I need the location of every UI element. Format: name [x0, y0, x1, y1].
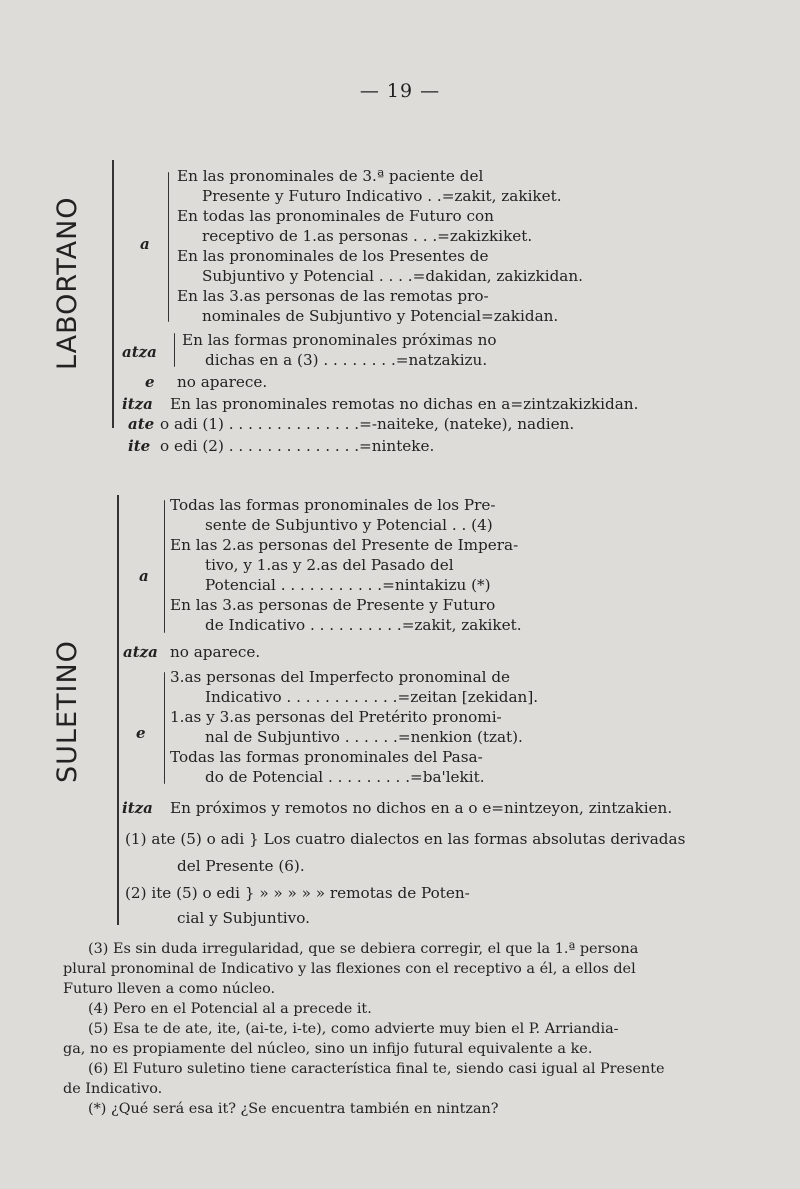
text-line: no aparece. — [170, 643, 261, 661]
text-line: sente de Subjuntivo y Potencial . . (4) — [205, 516, 493, 534]
text-line: de Indicativo . . . . . . . . . .=zakit, zakiket. — [205, 616, 522, 634]
note-line: (4) Pero en el Potencial al a precede it. — [88, 1001, 372, 1017]
brace — [168, 172, 169, 322]
text-line: Subjuntivo y Potencial . . . .=dakidan, zakizkidan. — [202, 267, 583, 285]
note-line: de Indicativo. — [63, 1081, 163, 1097]
text-line: tivo, y 1.as y 2.as del Pasado del — [205, 556, 454, 574]
note-line: (*) ¿Qué será esa it? ¿Se encuentra también en nintzan? — [88, 1101, 499, 1117]
label-atza: atza — [123, 643, 158, 661]
label-itza: itza — [122, 799, 153, 817]
label-ate: ate — [128, 415, 155, 433]
footnote-line: (2) ite (5) o edi } » » » » » remotas de Poten- — [125, 884, 470, 902]
text-line: En las pronominales de los Presentes de — [177, 247, 489, 265]
note-line: (6) El Futuro suletino tiene característica final te, siendo casi igual al Presente — [88, 1061, 665, 1077]
text-line: nal de Subjuntivo . . . . . .=nenkion (tzat). — [205, 728, 523, 746]
text-line: 1.as y 3.as personas del Pretérito pronomi- — [170, 708, 502, 726]
text-line: Todas las formas pronominales del Pasa- — [170, 748, 483, 766]
text-line: En todas las pronominales de Futuro con — [177, 207, 494, 225]
text-line: dichas en a (3) . . . . . . . .=natzakizu. — [205, 351, 488, 369]
footnote-line: (1) ate (5) o adi } Los cuatro dialectos en las formas absolutas derivadas — [125, 830, 686, 848]
note-line: Futuro lleven a como núcleo. — [63, 981, 276, 997]
text-line: En las formas pronominales próximas no — [182, 331, 497, 349]
side-label-suletino: SULETINO — [52, 640, 83, 783]
text-line: o adi (1) . . . . . . . . . . . . . .=-naiteke, (nateke), nadien. — [160, 415, 575, 433]
side-label-labortano: LABORTANO — [52, 196, 83, 370]
label-itza: itza — [122, 395, 153, 413]
text-line: Presente y Futuro Indicativo . .=zakit, zakiket. — [202, 187, 562, 205]
label-e: e — [136, 724, 146, 742]
note-line: (3) Es sin duda irregularidad, que se debiera corregir, el que la 1.ª persona — [88, 941, 639, 957]
label-atza: atza — [122, 343, 157, 361]
brace — [164, 500, 165, 633]
note-line: plural pronominal de Indicativo y las flexiones con el receptivo a él, a ellos del — [63, 961, 636, 977]
text-line: Potencial . . . . . . . . . . .=nintakizu (*) — [205, 576, 491, 594]
text-line: En las 3.as personas de Presente y Futuro — [170, 596, 496, 614]
text-line: 3.as personas del Imperfecto pronominal de — [170, 668, 511, 686]
text-line: do de Potencial . . . . . . . . .=ba'lekit. — [205, 768, 485, 786]
text-line: nominales de Subjuntivo y Potencial=zakidan. — [202, 307, 559, 325]
text-line: receptivo de 1.as personas . . .=zakizkiket. — [202, 227, 533, 245]
note-line: ga, no es propiamente del núcleo, sino un infijo futural equivalente a ke. — [63, 1041, 593, 1057]
section-line — [112, 160, 114, 428]
label-a: a — [140, 235, 150, 253]
text-line: En las 3.as personas de las remotas pro- — [177, 287, 489, 305]
brace — [174, 333, 175, 367]
section-line — [117, 495, 119, 925]
page-number: — 19 — — [359, 80, 441, 102]
brace — [164, 672, 165, 784]
label-ite: ite — [128, 437, 151, 455]
text-line: no aparece. — [177, 373, 268, 391]
text-line: En las 2.as personas del Presente de Impera- — [170, 536, 519, 554]
text-line: Indicativo . . . . . . . . . . . .=zeitan [zekidan]. — [205, 688, 539, 706]
label-e: e — [145, 373, 155, 391]
footnote-line: del Presente (6). — [177, 857, 305, 875]
text-line: En las pronominales remotas no dichas en a=zintzakizkidan. — [170, 395, 639, 413]
text-line: o edi (2) . . . . . . . . . . . . . .=ninteke. — [160, 437, 435, 455]
label-a: a — [139, 567, 149, 585]
text-line: En las pronominales de 3.ª paciente del — [177, 167, 484, 185]
text-line: En próximos y remotos no dichos en a o e=nintzeyon, zintzakien. — [170, 799, 673, 817]
footnote-line: cial y Subjuntivo. — [177, 909, 310, 927]
note-line: (5) Esa te de ate, ite, (ai-te, i-te), como advierte muy bien el P. Arriandia- — [88, 1021, 619, 1037]
text-line: Todas las formas pronominales de los Pre- — [170, 496, 496, 514]
